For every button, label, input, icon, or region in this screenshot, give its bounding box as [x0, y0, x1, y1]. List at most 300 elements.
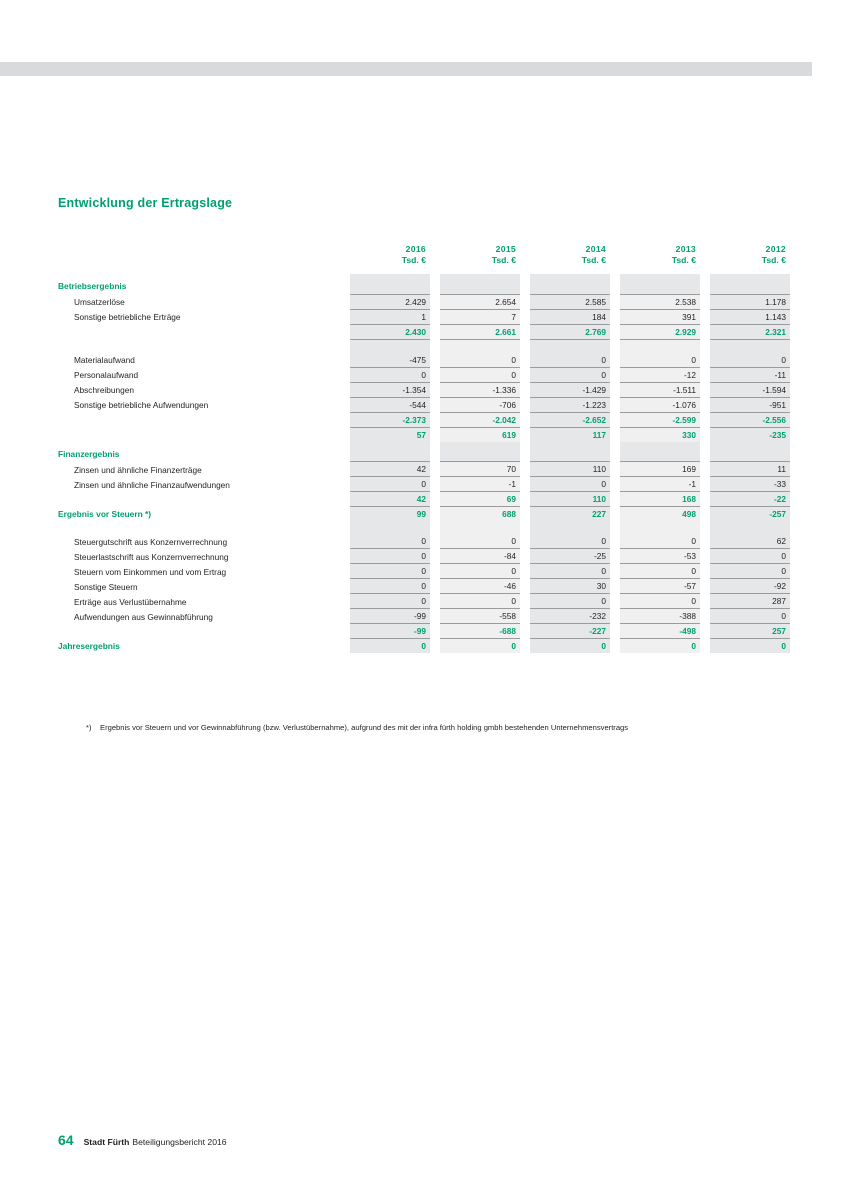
- row-label: [58, 339, 350, 353]
- table-cell: 0: [530, 534, 610, 549]
- column-gap: [430, 492, 440, 507]
- column-gap: [700, 294, 710, 309]
- column-gap: [520, 442, 530, 462]
- table-row: [58, 353, 790, 368]
- table-row: [58, 564, 790, 579]
- column-gap: [520, 382, 530, 397]
- table-cell: -1.223: [530, 397, 610, 412]
- column-header-unit: Tsd. €: [401, 255, 426, 265]
- table-cell: -12: [620, 367, 700, 382]
- column-gap: [430, 579, 440, 594]
- column-gap: [520, 309, 530, 324]
- column-gap: [700, 412, 710, 427]
- row-label: Sonstige betriebliche Erträge: [74, 312, 181, 322]
- column-gap: [700, 624, 710, 639]
- column-gap: [610, 609, 620, 624]
- table-cell: 0: [350, 477, 430, 492]
- column-gap: [610, 244, 620, 255]
- table-cell: -53: [620, 549, 700, 564]
- column-gap: [430, 397, 440, 412]
- column-gap: [520, 274, 530, 294]
- table-cell: -558: [440, 609, 520, 624]
- table-row-subtotal: [58, 412, 790, 427]
- row-label: Erträge aus Verlustübernahme: [74, 596, 187, 607]
- table-cell: 227: [530, 507, 610, 522]
- column-gap: [700, 427, 710, 442]
- table-cell: 184: [530, 309, 610, 324]
- column-gap: [520, 427, 530, 442]
- column-header-year: 2013: [675, 244, 696, 254]
- table-row-group-header: [58, 274, 790, 294]
- column-gap: [610, 397, 620, 412]
- column-gap: [610, 549, 620, 564]
- column-gap: [700, 244, 710, 255]
- row-label: Sonstige betriebliche Aufwendungen: [74, 400, 209, 410]
- table-row: [58, 294, 790, 309]
- table-cell: 257: [710, 624, 790, 639]
- header-row-units: [58, 255, 790, 274]
- table-cell: 0: [440, 367, 520, 382]
- column-gap: [610, 427, 620, 442]
- table-cell: [530, 521, 610, 534]
- row-label: Materialaufwand: [74, 355, 135, 365]
- row-label: Zinsen und ähnliche Finanzaufwendungen: [74, 479, 230, 490]
- table-cell: [710, 521, 790, 534]
- table-cell: -33: [710, 477, 790, 492]
- header-band: [0, 62, 848, 76]
- table-cell: [440, 521, 520, 534]
- table-cell: 0: [530, 594, 610, 609]
- table-cell: 1.178: [710, 294, 790, 309]
- column-gap: [700, 492, 710, 507]
- column-gap: [610, 521, 620, 534]
- column-gap: [520, 477, 530, 492]
- column-gap: [520, 324, 530, 339]
- table-cell: -46: [440, 579, 520, 594]
- column-gap: [700, 324, 710, 339]
- table-row-spacer: [58, 339, 790, 353]
- table-cell: 1: [350, 309, 430, 324]
- table-cell: -388: [620, 609, 700, 624]
- table-cell: -475: [350, 353, 430, 368]
- table-cell: -2.556: [710, 412, 790, 427]
- table-cell: -706: [440, 397, 520, 412]
- header-band-gap: [812, 62, 848, 76]
- column-gap: [430, 477, 440, 492]
- table-row: [58, 462, 790, 477]
- column-gap: [700, 579, 710, 594]
- table-cell: -232: [530, 609, 610, 624]
- column-gap: [430, 507, 440, 522]
- table-cell: -498: [620, 624, 700, 639]
- table-cell: [440, 274, 520, 294]
- column-gap: [610, 294, 620, 309]
- column-gap: [430, 462, 440, 477]
- column-gap: [430, 309, 440, 324]
- column-header-year: 2012: [765, 244, 786, 254]
- column-gap: [430, 367, 440, 382]
- row-label: Zinsen und ähnliche Finanzerträge: [74, 464, 202, 475]
- column-gap: [700, 549, 710, 564]
- table-row: [58, 594, 790, 609]
- column-gap: [610, 579, 620, 594]
- table-cell: 69: [440, 492, 520, 507]
- page-content: [58, 196, 786, 653]
- column-gap: [430, 274, 440, 294]
- column-gap: [610, 639, 620, 654]
- table-row-subtotal: [58, 324, 790, 339]
- table-cell: 0: [440, 594, 520, 609]
- column-gap: [520, 507, 530, 522]
- table-cell: 0: [620, 639, 700, 654]
- column-gap: [430, 294, 440, 309]
- column-gap: [700, 564, 710, 579]
- table-row: [58, 534, 790, 549]
- column-header-year: 2014: [585, 244, 606, 254]
- page-number: 64: [58, 1132, 74, 1148]
- column-gap: [700, 609, 710, 624]
- table-cell: 0: [530, 353, 610, 368]
- table-cell: -1: [440, 477, 520, 492]
- column-gap: [520, 397, 530, 412]
- row-label: Betriebsergebnis: [58, 281, 127, 291]
- table-cell: 330: [620, 427, 700, 442]
- column-gap: [520, 549, 530, 564]
- column-header-unit: Tsd. €: [671, 255, 696, 265]
- table-cell: 0: [710, 549, 790, 564]
- table-row-result: [58, 507, 790, 522]
- table-cell: 0: [530, 477, 610, 492]
- column-gap: [430, 442, 440, 462]
- table-cell: 0: [350, 549, 430, 564]
- table-cell: 0: [620, 534, 700, 549]
- table-row-subtotal: [58, 624, 790, 639]
- column-gap: [520, 594, 530, 609]
- table-row: [58, 397, 790, 412]
- table-cell: 0: [530, 367, 610, 382]
- footer-city: Stadt Fürth: [83, 1137, 130, 1147]
- table-cell: -227: [530, 624, 610, 639]
- table-cell: 0: [530, 564, 610, 579]
- table-row: [58, 477, 790, 492]
- table-cell: 391: [620, 309, 700, 324]
- column-gap: [610, 462, 620, 477]
- header-spacer: [58, 244, 350, 255]
- table-cell: -1: [620, 477, 700, 492]
- column-header-unit: Tsd. €: [761, 255, 786, 265]
- table-cell: -2.042: [440, 412, 520, 427]
- column-gap: [700, 309, 710, 324]
- column-gap: [610, 353, 620, 368]
- column-gap: [430, 594, 440, 609]
- column-gap: [430, 353, 440, 368]
- column-gap: [430, 427, 440, 442]
- column-gap: [430, 549, 440, 564]
- table-body: [58, 274, 790, 653]
- table-cell: 0: [710, 639, 790, 654]
- column-header-year: 2015: [495, 244, 516, 254]
- column-gap: [700, 477, 710, 492]
- table-cell: [710, 339, 790, 353]
- table-cell: 57: [350, 427, 430, 442]
- table-cell: 2.538: [620, 294, 700, 309]
- column-gap: [610, 324, 620, 339]
- row-label: [58, 427, 350, 442]
- table-cell: 0: [350, 564, 430, 579]
- table-cell: [530, 339, 610, 353]
- table-cell: 0: [440, 534, 520, 549]
- column-gap: [610, 564, 620, 579]
- table-cell: -235: [710, 427, 790, 442]
- table-cell: [350, 521, 430, 534]
- row-label: Steuergutschrift aus Konzernverrechnung: [74, 536, 228, 547]
- column-gap: [430, 339, 440, 353]
- page-title: Entwicklung der Ertragslage: [58, 196, 233, 210]
- column-gap: [520, 579, 530, 594]
- column-gap: [610, 382, 620, 397]
- column-gap: [610, 442, 620, 462]
- row-label: [58, 624, 350, 639]
- table-cell: [350, 442, 430, 462]
- column-gap: [430, 412, 440, 427]
- column-gap: [430, 609, 440, 624]
- table-cell: 2.429: [350, 294, 430, 309]
- table-cell: 0: [350, 639, 430, 654]
- table-cell: 2.929: [620, 324, 700, 339]
- column-gap: [700, 382, 710, 397]
- row-label: Sonstige Steuern: [74, 581, 138, 592]
- table-cell: -1.336: [440, 382, 520, 397]
- column-gap: [610, 534, 620, 549]
- column-gap: [700, 339, 710, 353]
- table-cell: 0: [350, 367, 430, 382]
- table-cell: -2.599: [620, 412, 700, 427]
- table-cell: -257: [710, 507, 790, 522]
- table-cell: [440, 339, 520, 353]
- table-cell: -688: [440, 624, 520, 639]
- table-cell: [620, 274, 700, 294]
- column-gap: [430, 534, 440, 549]
- table-row: [58, 382, 790, 397]
- footnote-text: Ergebnis vor Steuern und vor Gewinnabführung (bzw. Verlustübernahme), aufgrund des mit der infra fürth holding gmbh bestehenden Unternehmensvertrags: [100, 723, 629, 732]
- column-gap: [520, 244, 530, 255]
- table-cell: 0: [350, 579, 430, 594]
- table-row-group-header: [58, 442, 790, 462]
- table-row-subtotal: [58, 492, 790, 507]
- table-cell: [710, 442, 790, 462]
- table-cell: -2.373: [350, 412, 430, 427]
- column-header-unit: Tsd. €: [491, 255, 516, 265]
- table-cell: 110: [530, 462, 610, 477]
- table-cell: 0: [350, 594, 430, 609]
- table-row: [58, 367, 790, 382]
- table-cell: [620, 339, 700, 353]
- footnote-marker: *): [86, 723, 92, 732]
- column-gap: [520, 367, 530, 382]
- column-gap: [610, 492, 620, 507]
- table-cell: -544: [350, 397, 430, 412]
- column-gap: [610, 367, 620, 382]
- column-gap: [700, 255, 710, 274]
- row-label: Abschreibungen: [74, 385, 134, 395]
- table-cell: -11: [710, 367, 790, 382]
- table-cell: -99: [350, 624, 430, 639]
- table-cell: 0: [620, 353, 700, 368]
- column-gap: [700, 397, 710, 412]
- table-cell: 0: [710, 609, 790, 624]
- table-cell: -1.429: [530, 382, 610, 397]
- row-label: Jahresergebnis: [58, 641, 120, 651]
- table-cell: 2.769: [530, 324, 610, 339]
- column-header-unit: Tsd. €: [581, 255, 606, 265]
- footer-document: Beteiligungsbericht 2016: [132, 1137, 227, 1147]
- table-cell: 30: [530, 579, 610, 594]
- table-cell: -1.511: [620, 382, 700, 397]
- row-label: Aufwendungen aus Gewinnabführung: [74, 611, 213, 622]
- table-cell: -951: [710, 397, 790, 412]
- column-gap: [430, 324, 440, 339]
- column-gap: [700, 353, 710, 368]
- table-cell: 0: [530, 639, 610, 654]
- column-gap: [520, 412, 530, 427]
- table-cell: -57: [620, 579, 700, 594]
- column-gap: [520, 492, 530, 507]
- table-cell: 0: [350, 534, 430, 549]
- table-cell: [440, 442, 520, 462]
- column-gap: [520, 564, 530, 579]
- table-row-result: [58, 639, 790, 654]
- table-cell: 0: [440, 639, 520, 654]
- column-gap: [520, 534, 530, 549]
- column-gap: [520, 624, 530, 639]
- table-cell: [530, 442, 610, 462]
- table-cell: 688: [440, 507, 520, 522]
- row-label: Steuerlastschrift aus Konzernverrechnung: [74, 551, 229, 562]
- table-cell: 2.661: [440, 324, 520, 339]
- column-gap: [700, 534, 710, 549]
- table-cell: -1.594: [710, 382, 790, 397]
- table-cell: [620, 442, 700, 462]
- row-label: Steuern vom Einkommen und vom Ertrag: [74, 566, 227, 577]
- column-gap: [610, 412, 620, 427]
- footnote: [86, 722, 766, 733]
- page-footer: [58, 1132, 227, 1148]
- column-gap: [430, 639, 440, 654]
- column-gap: [610, 255, 620, 274]
- table-row: [58, 579, 790, 594]
- table-cell: [350, 339, 430, 353]
- column-gap: [700, 639, 710, 654]
- table-cell: 2.430: [350, 324, 430, 339]
- column-gap: [610, 594, 620, 609]
- column-gap: [610, 624, 620, 639]
- table-cell: 498: [620, 507, 700, 522]
- header-row-years: [58, 244, 790, 255]
- table-cell: 619: [440, 427, 520, 442]
- column-gap: [700, 462, 710, 477]
- column-gap: [610, 274, 620, 294]
- table-cell: 0: [710, 564, 790, 579]
- table-cell: -22: [710, 492, 790, 507]
- column-header-year: 2016: [405, 244, 426, 254]
- row-label: [58, 412, 350, 427]
- column-gap: [610, 339, 620, 353]
- column-gap: [520, 255, 530, 274]
- table-cell: 0: [440, 353, 520, 368]
- table-row: [58, 309, 790, 324]
- table-row: [58, 549, 790, 564]
- table-row-spacer: [58, 521, 790, 534]
- table-cell: [620, 521, 700, 534]
- column-gap: [700, 367, 710, 382]
- column-gap: [430, 521, 440, 534]
- column-gap: [610, 309, 620, 324]
- table-cell: 1.143: [710, 309, 790, 324]
- table-cell: -2.652: [530, 412, 610, 427]
- column-gap: [700, 594, 710, 609]
- column-gap: [610, 507, 620, 522]
- table-cell: [350, 274, 430, 294]
- table-cell: 62: [710, 534, 790, 549]
- table-cell: 0: [440, 564, 520, 579]
- column-gap: [520, 521, 530, 534]
- column-gap: [520, 639, 530, 654]
- column-gap: [520, 462, 530, 477]
- table-cell: -99: [350, 609, 430, 624]
- column-gap: [430, 244, 440, 255]
- financial-table: [58, 244, 790, 653]
- column-gap: [520, 353, 530, 368]
- column-gap: [430, 624, 440, 639]
- table-cell: 2.585: [530, 294, 610, 309]
- row-label: Ergebnis vor Steuern *): [58, 509, 152, 519]
- row-label: [58, 492, 350, 507]
- column-gap: [520, 339, 530, 353]
- table-cell: 110: [530, 492, 610, 507]
- table-cell: 2.654: [440, 294, 520, 309]
- table-cell: -92: [710, 579, 790, 594]
- table-cell: 169: [620, 462, 700, 477]
- column-gap: [700, 521, 710, 534]
- column-gap: [700, 507, 710, 522]
- column-gap: [610, 477, 620, 492]
- header-spacer: [58, 255, 350, 274]
- table-row-total: [58, 427, 790, 442]
- table-row: [58, 609, 790, 624]
- column-gap: [700, 274, 710, 294]
- column-gap: [430, 255, 440, 274]
- column-gap: [430, 564, 440, 579]
- table-cell: 70: [440, 462, 520, 477]
- row-label: Umsatzerlöse: [74, 297, 125, 307]
- column-gap: [700, 442, 710, 462]
- row-label: [58, 324, 350, 339]
- table-cell: 42: [350, 492, 430, 507]
- table-cell: 7: [440, 309, 520, 324]
- table-cell: 11: [710, 462, 790, 477]
- row-label: [58, 521, 350, 534]
- table-cell: [530, 274, 610, 294]
- table-header: [58, 244, 790, 274]
- table-cell: 2.321: [710, 324, 790, 339]
- column-gap: [520, 294, 530, 309]
- table-cell: 99: [350, 507, 430, 522]
- row-label: Finanzergebnis: [58, 448, 120, 459]
- table-cell: 117: [530, 427, 610, 442]
- table-cell: [710, 274, 790, 294]
- table-cell: 0: [620, 594, 700, 609]
- table-cell: 42: [350, 462, 430, 477]
